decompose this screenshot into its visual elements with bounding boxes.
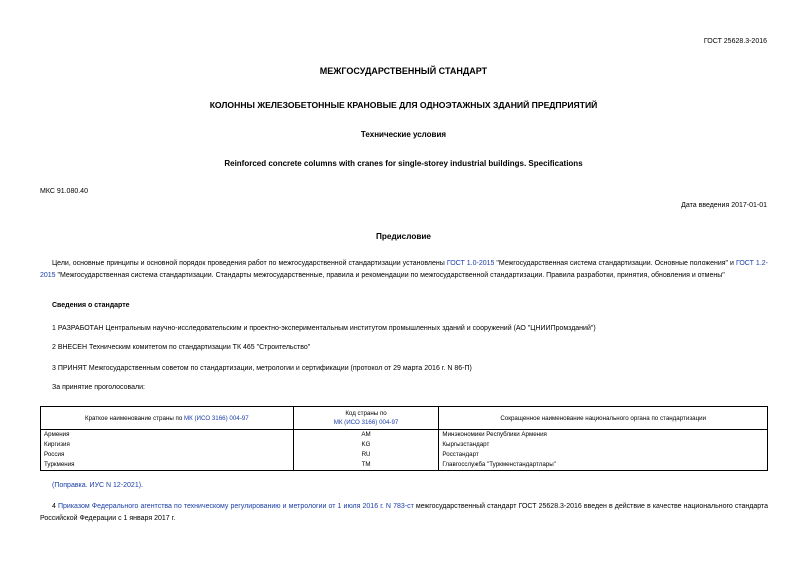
country-cell: Киргизия bbox=[41, 440, 294, 450]
order-paragraph bbox=[40, 501, 768, 525]
mk-iso-link[interactable]: МК (ИСО 3166) 004-97 bbox=[184, 414, 249, 422]
body-cell: Минэкономики Республики Армения bbox=[439, 430, 768, 441]
column-header-body: Сокращенное наименование национального органа по стандартизации bbox=[439, 407, 768, 430]
document-title: КОЛОННЫ ЖЕЛЕЗОБЕТОННЫЕ КРАНОВЫЕ ДЛЯ ОДНОЭТАЖНЫХ ЗДАНИЙ ПРЕДПРИЯТИЙ bbox=[209, 100, 598, 110]
foreword-heading: Предисловие bbox=[376, 232, 431, 241]
table-row bbox=[41, 450, 768, 460]
gost-1-2-link[interactable]: ГОСТ 1.2-2015 bbox=[40, 260, 768, 279]
adopted-item: 3 ПРИНЯТ Межгосударственным советом по стандартизации, метрологии и сертификации (протокол от 29 марта 2016 г. N 86-П) bbox=[52, 365, 472, 372]
order-link[interactable]: Приказом Федерального агентства по техническому регулированию и метрологии от 1 июля 2016 г. N 783-ст bbox=[58, 503, 414, 510]
table-row bbox=[41, 440, 768, 450]
body-cell: Главгосслужба "Туркменстандартлары" bbox=[439, 460, 768, 471]
country-cell: Армения bbox=[41, 430, 294, 441]
column-header-country-text: Краткое наименование страны по bbox=[84, 414, 184, 422]
column-header-country bbox=[41, 407, 294, 430]
amendment-dot: . bbox=[141, 482, 144, 489]
country-cell: Россия bbox=[41, 450, 294, 460]
code-cell: RU bbox=[293, 450, 439, 460]
body-cell: Росстандарт bbox=[439, 450, 768, 460]
code-cell: KG bbox=[293, 440, 439, 450]
voting-countries-table bbox=[40, 406, 768, 471]
foreword-text-b: "Межгосударственная система стандартизации. Основные положения" и bbox=[494, 260, 736, 267]
introduction-date: Дата введения 2017-01-01 bbox=[681, 202, 767, 209]
code-cell: AM bbox=[293, 430, 439, 441]
english-title: Reinforced concrete columns with cranes for single-storey industrial buildings. Specifications bbox=[224, 159, 583, 168]
voted-label: За принятие проголосовали: bbox=[52, 384, 145, 391]
about-standard-heading: Сведения о стандарте bbox=[52, 302, 130, 309]
column-header-code bbox=[293, 407, 439, 430]
mks-code: МКС 91.080.40 bbox=[40, 188, 88, 195]
standard-type-heading: МЕЖГОСУДАРСТВЕННЫЙ СТАНДАРТ bbox=[319, 66, 488, 76]
gost-1-0-link[interactable]: ГОСТ 1.0-2015 bbox=[446, 260, 495, 267]
developer-item: 1 РАЗРАБОТАН Центральным научно-исследовательским и проектно-экспериментальным институтом промышленных зданий и сооружений (АО "ЦНИИПромзданий") bbox=[52, 325, 596, 332]
foreword-paragraph bbox=[40, 258, 768, 282]
column-header-code-text: Код страны по bbox=[345, 410, 387, 417]
document-subtitle: Технические условия bbox=[360, 130, 447, 139]
mk-iso-code-link[interactable]: МК (ИСО 3166) 004-97 bbox=[333, 419, 399, 426]
table-row bbox=[41, 430, 768, 441]
table-header-row bbox=[41, 407, 768, 430]
foreword-text-a: Цели, основные принципы и основной порядок проведения работ по межгосударственной стандартизации установлены bbox=[52, 260, 447, 267]
foreword-text-c: "Межгосударственная система стандартизации. Стандарты межгосударственные, правила и рекомендации по межгосударственной стандартизации. Правила разработки, принятия, обновления и отмены" bbox=[55, 272, 725, 279]
table-row bbox=[41, 460, 768, 471]
introduced-item: 2 ВНЕСЕН Техническим комитетом по стандартизации ТК 465 "Строительство" bbox=[52, 344, 311, 351]
country-cell: Туркмения bbox=[41, 460, 294, 471]
amendment-link[interactable]: (Поправка. ИУС N 12-2021) bbox=[52, 482, 142, 489]
order-text: межгосударственный стандарт ГОСТ 25628.3-2016 введен в действие в качестве национального стандарта Российской Федерации с 1 января 2017 г. bbox=[40, 503, 768, 522]
body-cell: Кыргызстандарт bbox=[439, 440, 768, 450]
code-cell: TM bbox=[293, 460, 439, 471]
amendment-note bbox=[52, 482, 143, 491]
order-prefix: 4 bbox=[52, 503, 58, 510]
document-code: ГОСТ 25628.3-2016 bbox=[703, 38, 767, 45]
